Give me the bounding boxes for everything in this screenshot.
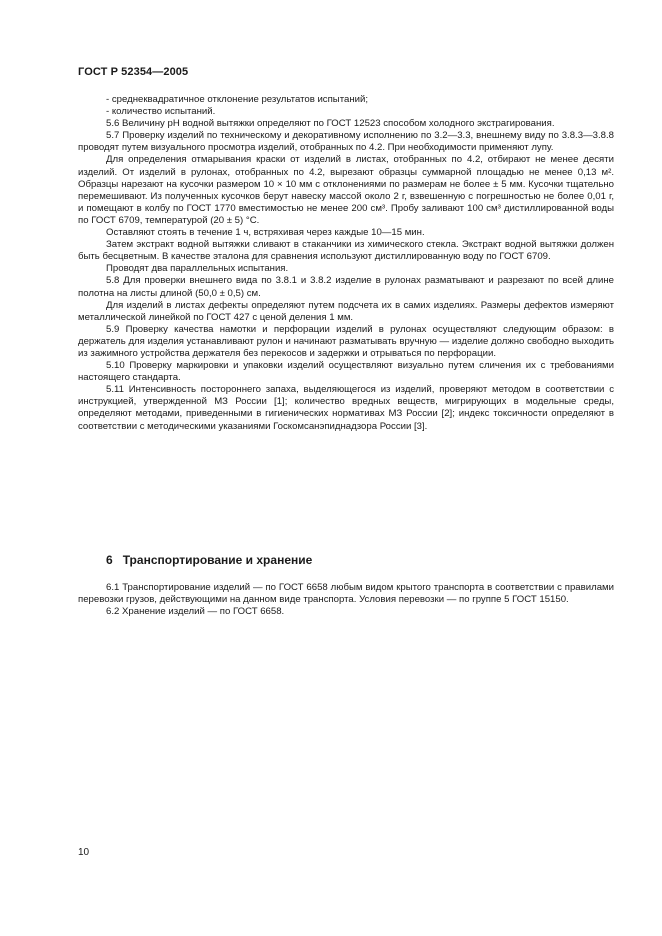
section-title: Транспортирование и хранение [122, 553, 313, 567]
paragraph: 6.2 Хранение изделий — по ГОСТ 6658. [106, 606, 285, 618]
paragraph: Для определения отмарывания краски от изделий в листах, отобранных по 4.2, отбирают не менее десяти изделий. От изделий в рулонах, отобранных по 4.2, вырезают образцы суммарной площадью не менее 0,13 м². Образцы нарезают на кусочки размером 10 × 10 мм с отклонениями по размерам не более ± 5 мм. Кусочки тщательно перемешивают. Из полученных кусочков берут навеску массой около 2 г, взвешенную с погрешностью не более 0,01 г, и помещают в колбу по ГОСТ 1770 вместимостью не менее 200 см³. Пробу заливают 100 см³ дистиллированной воды по ГОСТ 6709, температурой (20 ± 5) °C. [78, 154, 614, 226]
section-heading [106, 553, 312, 567]
paragraph: - количество испытаний. [106, 106, 216, 118]
paragraph: 5.11 Интенсивность постороннего запаха, выделяющегося из изделий, проверяют методом в соответствии с инструкцией, утвержденной МЗ России [1]; количество вредных веществ, мигрирующих в модельные среды, определяют методами, приведенными в гигиенических нормативах МЗ России [2]; индекс токсичности определяют в соответствии с методическими указаниями Госкомсанэпиднадзора России [3]. [78, 384, 614, 432]
section-number: 6 [106, 553, 113, 567]
paragraph: Затем экстракт водной вытяжки сливают в стаканчики из химического стекла. Экстракт водной вытяжки должен быть бесцветным. В качестве эталона для сравнения используют дистиллированную воду по ГОСТ 6709. [78, 239, 614, 263]
document-header: ГОСТ Р 52354—2005 [78, 66, 189, 78]
paragraph: 6.1 Транспортирование изделий — по ГОСТ 6658 любым видом крытого транспорта в соответствии с правилами перевозки грузов, действующими на данном виде транспорта. Условия перевозки — по группе 5 ГОСТ 15150. [78, 582, 614, 606]
paragraph: 5.10 Проверку маркировки и упаковки изделий осуществляют визуально путем сличения их с требованиями настоящего стандарта. [78, 360, 614, 384]
body-text-section-6 [78, 582, 614, 618]
paragraph: - среднеквадратичное отклонение результатов испытаний; [106, 94, 368, 105]
paragraph: Проводят два параллельных испытания. [106, 263, 289, 275]
paragraph: 5.9 Проверку качества намотки и перфорации изделий в рулонах осуществляют следующим образом: в держатель для изделия устанавливают рулон и начинают разматывать вручную — изделие должно свободно выходить из зажимного устройства держателя без перекосов и задержки и отрываться по перфорации. [78, 323, 614, 359]
paragraph: 5.6 Величину pH водной вытяжки определяют по ГОСТ 12523 способом холодного экстрагирования. [106, 118, 555, 130]
paragraph: 5.7 Проверку изделий по техническому и декоративному исполнению по 3.2—3.3, внешнему виду по 3.8.3—3.8.8 проводят путем визуального просмотра изделий, отобранных по 4.2. При необходимости применяют лупу. [78, 130, 614, 154]
body-text [78, 94, 614, 433]
paragraph: Для изделий в листах дефекты определяют путем подсчета их в самих изделиях. Размеры дефектов измеряют металлической линейкой по ГОСТ 427 с ценой деления 1 мм. [78, 299, 614, 323]
paragraph: Оставляют стоять в течение 1 ч, встряхивая через каждые 10—15 мин. [106, 227, 425, 239]
paragraph: 5.8 Для проверки внешнего вида по 3.8.1 и 3.8.2 изделие в рулонах разматывают и разрезают по всей длине полотна на листы длиной (50,0 ± 0,5) см. [78, 275, 614, 299]
page-number: 10 [78, 847, 90, 858]
